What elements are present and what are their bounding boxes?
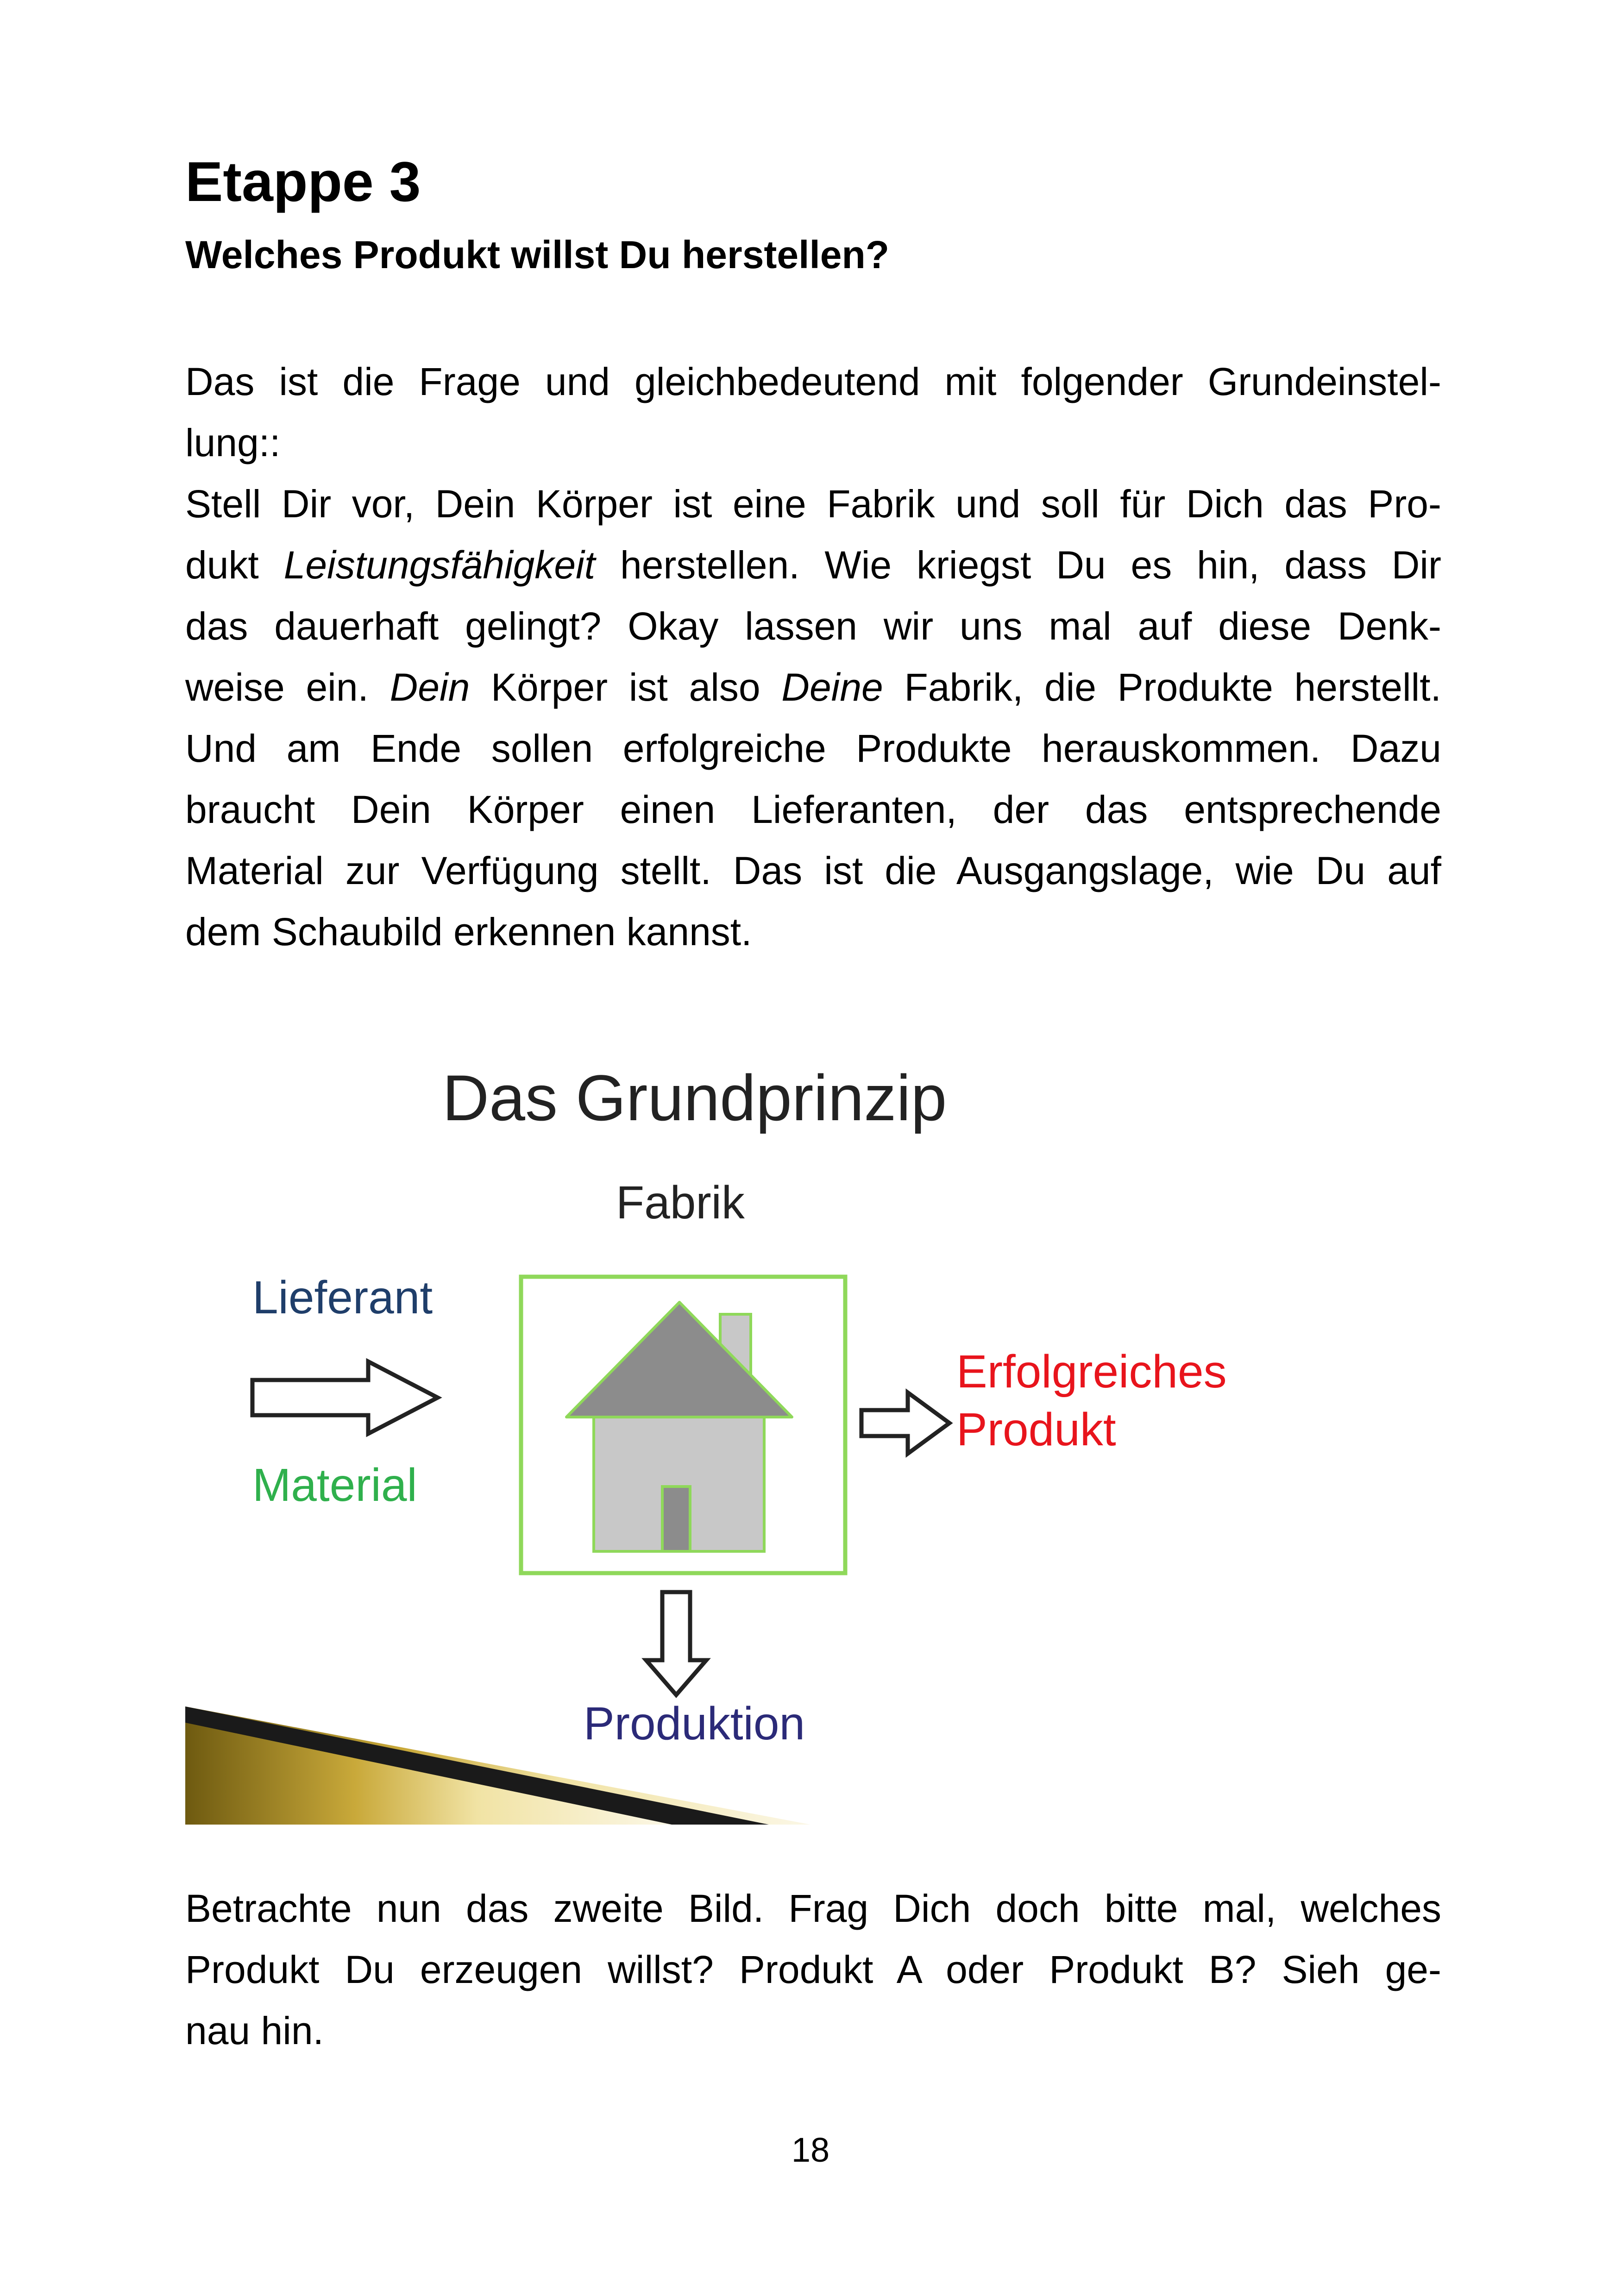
text-run: braucht Dein Körper einen Lieferanten, der das entsprechende <box>185 788 1441 831</box>
text-line <box>185 1878 1441 1939</box>
label-fabrik: Fabrik <box>616 1177 745 1229</box>
text-line <box>185 596 1441 657</box>
text-line <box>185 534 1441 596</box>
label-material: Material <box>252 1459 417 1511</box>
diagram-grundprinzip <box>185 1019 1250 1825</box>
text-run: Produkt Du erzeugen willst? Produkt A oder Produkt B? Sieh ge- <box>185 1948 1441 1991</box>
arrow-right-outline-icon <box>861 1393 949 1454</box>
text-line <box>185 1939 1441 2000</box>
outro-paragraph <box>185 1878 1441 2061</box>
label-erfolgreiches: Erfolgreiches <box>956 1346 1227 1398</box>
label-produktion: Produktion <box>584 1698 805 1750</box>
text-run: lung:: <box>185 421 281 464</box>
intro-paragraph <box>185 351 1441 962</box>
text-line <box>185 351 1441 412</box>
label-produkt: Produkt <box>956 1404 1116 1455</box>
text-line <box>185 779 1441 840</box>
text-run: dem Schaubild erkennen kannst. <box>185 910 752 954</box>
text-run: Fabrik, die Produkte herstellt. <box>883 665 1441 709</box>
text-line <box>185 718 1441 779</box>
text-line <box>185 657 1441 718</box>
emphasis-text: Leistungsfähigkeit <box>283 543 596 587</box>
label-lieferant: Lieferant <box>252 1272 433 1324</box>
text-line <box>185 473 1441 534</box>
chapter-heading: Etappe 3 <box>185 150 421 213</box>
text-run: weise ein. <box>185 665 390 709</box>
arrow-right-outline-icon <box>252 1361 438 1434</box>
text-line <box>185 840 1441 901</box>
page-number: 18 <box>791 2131 830 2169</box>
chapter-subheading: Welches Produkt willst Du herstellen? <box>185 233 890 276</box>
text-run: Das ist die Frage und gleichbedeutend mit folgender Grundeinstel- <box>185 360 1441 403</box>
text-run: Material zur Verfügung stellt. Das ist die Ausgangslage, wie Du auf <box>185 849 1441 892</box>
text-line <box>185 2000 1441 2061</box>
emphasis-text: Deine <box>781 665 883 709</box>
diagram-title: Das Grundprinzip <box>442 1061 947 1134</box>
text-run: herstellen. Wie kriegst Du es hin, dass Dir <box>595 543 1442 587</box>
text-line <box>185 412 1441 473</box>
arrow-down-outline-icon <box>646 1592 706 1695</box>
text-run: Und am Ende sollen erfolgreiche Produkte herauskommen. Dazu <box>185 727 1441 770</box>
text-run: dukt <box>185 543 284 587</box>
text-run: das dauerhaft gelingt? Okay lassen wir uns mal auf diese Denk- <box>185 604 1441 648</box>
emphasis-text: Dein <box>390 665 470 709</box>
label-erfolgreiches-produkt <box>956 1343 1227 1459</box>
text-run: Betrachte nun das zweite Bild. Frag Dich doch bitte mal, welches <box>185 1887 1441 1930</box>
text-line <box>185 901 1441 962</box>
text-run: Stell Dir vor, Dein Körper ist eine Fabrik und soll für Dich das Pro- <box>185 482 1441 526</box>
text-run: Körper ist also <box>470 665 782 709</box>
text-run: nau hin. <box>185 2009 324 2052</box>
